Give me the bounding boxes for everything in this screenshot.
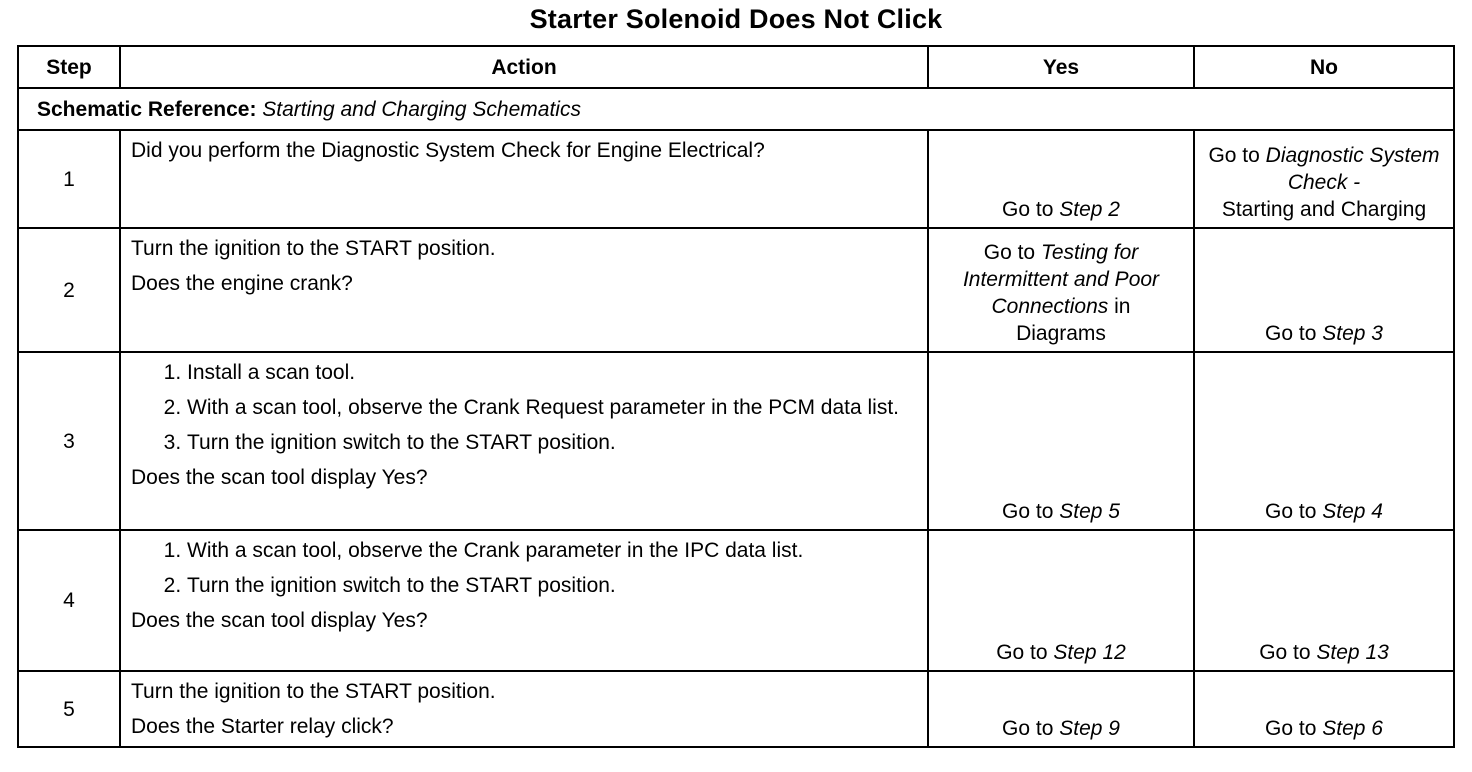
action-question: Does the Starter relay click?: [131, 715, 394, 738]
action-list: [131, 359, 917, 456]
no-cell: Go to Step 4: [1194, 352, 1454, 530]
action-list: [131, 537, 917, 599]
step-number: 4: [18, 530, 120, 671]
list-item: 2. With a scan tool, observe the Crank Request parameter in the PCM data list.: [187, 394, 917, 421]
list-item: 2. Turn the ignition switch to the START position.: [187, 572, 857, 599]
yes-cell: Go to Step 2: [928, 130, 1194, 228]
table-row: [18, 228, 1454, 352]
action-line: Turn the ignition to the START position.: [131, 237, 496, 260]
no-cell: Go to Diagnostic System Check - Starting and Charging: [1194, 130, 1454, 228]
header-yes: Yes: [928, 46, 1194, 88]
go-to-link[interactable]: Testing for Intermittent and Poor Connections: [962, 241, 1160, 318]
header-step: Step: [18, 46, 120, 88]
action-cell: [120, 130, 928, 228]
step-number: 3: [18, 352, 120, 530]
list-item: 3. Turn the ignition switch to the START position.: [187, 429, 917, 456]
action-question: Does the engine crank?: [131, 272, 353, 295]
table-row: [18, 671, 1454, 747]
header-row: [18, 46, 1454, 88]
go-to-link[interactable]: Step 6: [1322, 717, 1383, 740]
list-item: 1. With a scan tool, observe the Crank parameter in the IPC data list.: [187, 537, 857, 564]
table-row: [18, 530, 1454, 671]
go-to-link[interactable]: Step 12: [1053, 641, 1126, 664]
go-to-link[interactable]: Step 5: [1059, 500, 1120, 523]
go-to-link[interactable]: Step 13: [1316, 641, 1389, 664]
action-cell: [120, 352, 928, 530]
page-title: Starter Solenoid Does Not Click: [529, 4, 943, 34]
list-item: 1. Install a scan tool.: [187, 359, 917, 386]
go-to-link[interactable]: Diagnostic System Check -: [1265, 144, 1440, 194]
schematic-reference-label: Schematic Reference:: [37, 97, 257, 121]
step-number: 1: [18, 130, 120, 228]
header-no: No: [1194, 46, 1454, 88]
no-cell: Go to Step 13: [1194, 530, 1454, 671]
action-cell: [120, 671, 928, 747]
action-line: Turn the ignition to the START position.: [131, 680, 496, 703]
yes-cell: Go to Step 12: [928, 530, 1194, 671]
go-to-link[interactable]: Step 2: [1059, 198, 1120, 221]
yes-cell: Go to Step 9: [928, 671, 1194, 747]
action-question: Does the scan tool display Yes?: [131, 609, 428, 632]
yes-cell: Go to Step 5: [928, 352, 1194, 530]
action-question: Did you perform the Diagnostic System Check for Engine Electrical?: [131, 139, 765, 162]
no-cell: Go to Step 6: [1194, 671, 1454, 747]
header-action: Action: [120, 46, 928, 88]
action-question: Does the scan tool display Yes?: [131, 466, 428, 489]
schematic-reference-link[interactable]: Starting and Charging Schematics: [262, 97, 581, 121]
table-row: [18, 130, 1454, 228]
action-cell: [120, 530, 928, 671]
go-to-link[interactable]: Step 4: [1322, 500, 1383, 523]
go-to-link[interactable]: Step 3: [1322, 322, 1383, 345]
step-number: 5: [18, 671, 120, 747]
table-row: [18, 352, 1454, 530]
step-number: 2: [18, 228, 120, 352]
no-cell: Go to Step 3: [1194, 228, 1454, 352]
schematic-reference-row: [18, 88, 1454, 130]
yes-cell: Go to Testing for Intermittent and Poor Connections in Diagrams: [928, 228, 1194, 352]
go-to-link[interactable]: Step 9: [1059, 717, 1120, 740]
diagnostic-table: [17, 45, 1455, 748]
action-cell: [120, 228, 928, 352]
